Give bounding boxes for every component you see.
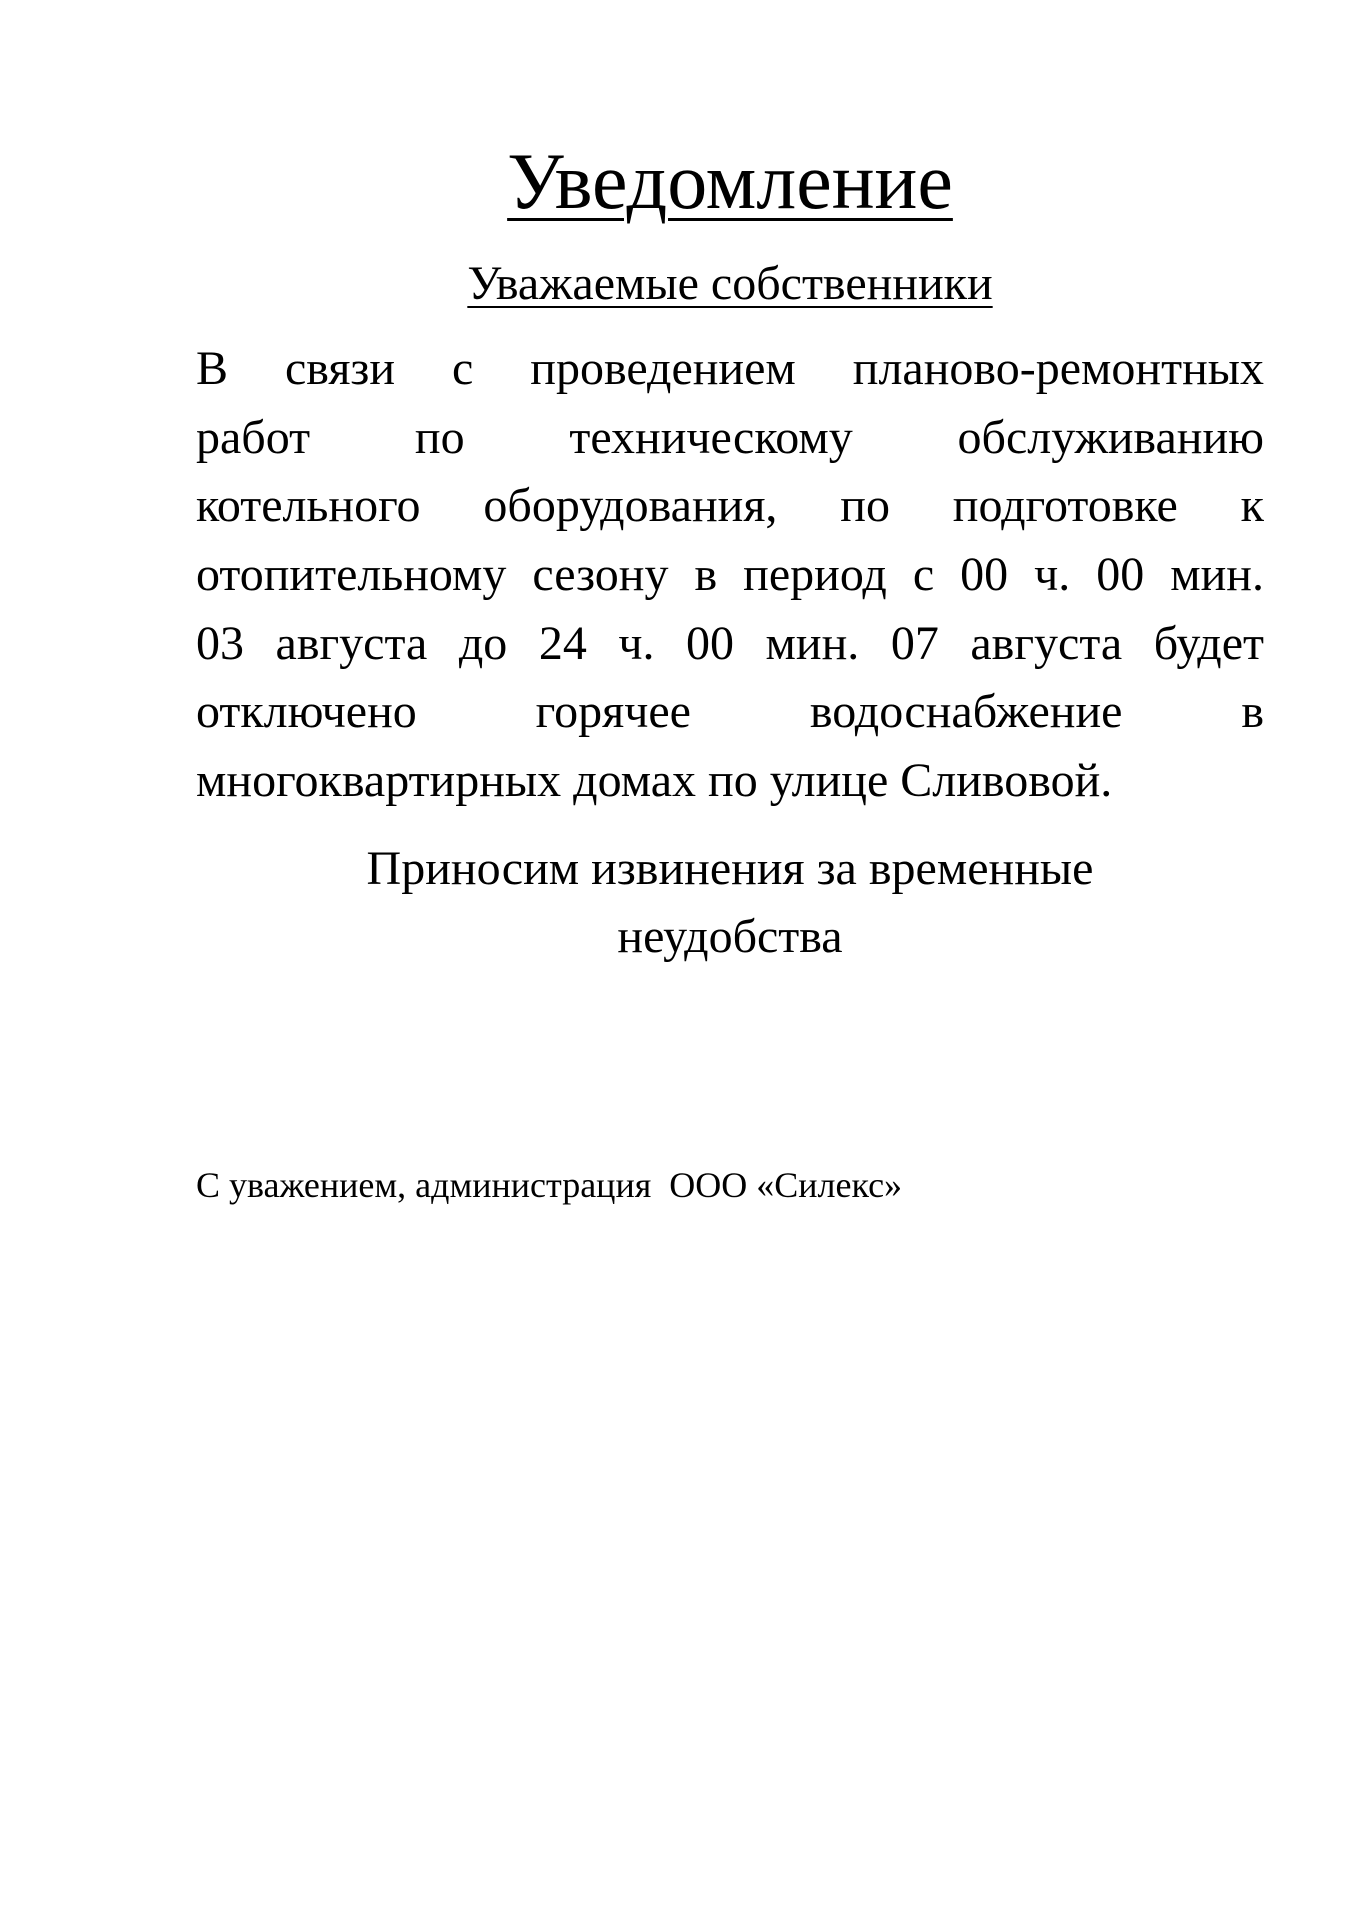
apology-line: Приносим извинения за временные <box>366 842 1094 895</box>
page-title: Уведомление <box>507 138 953 226</box>
body-line: 03 августа до 24 ч. 00 мин. 07 августа будет <box>196 616 1264 670</box>
apology-line: неудобства <box>617 910 843 963</box>
body-line: котельного оборудования, по подготовке к <box>196 479 1264 533</box>
body-line: В связи с проведением планово-ремонтных <box>196 342 1264 395</box>
notice-body <box>196 335 1264 816</box>
body-line: отключено горячее водоснабжение в <box>196 685 1264 739</box>
greeting: Уважаемые собственники <box>467 257 993 310</box>
body-line: многоквартирных домах по улице Сливовой. <box>196 754 1113 808</box>
body-line: отопительному сезону в период с 00 ч. 00 мин. <box>196 548 1264 602</box>
body-line: работ по техническому обслуживанию <box>196 410 1264 464</box>
apology-text <box>196 835 1264 971</box>
signature: С уважением, администрация ООО «Силекс» <box>196 1165 903 1205</box>
